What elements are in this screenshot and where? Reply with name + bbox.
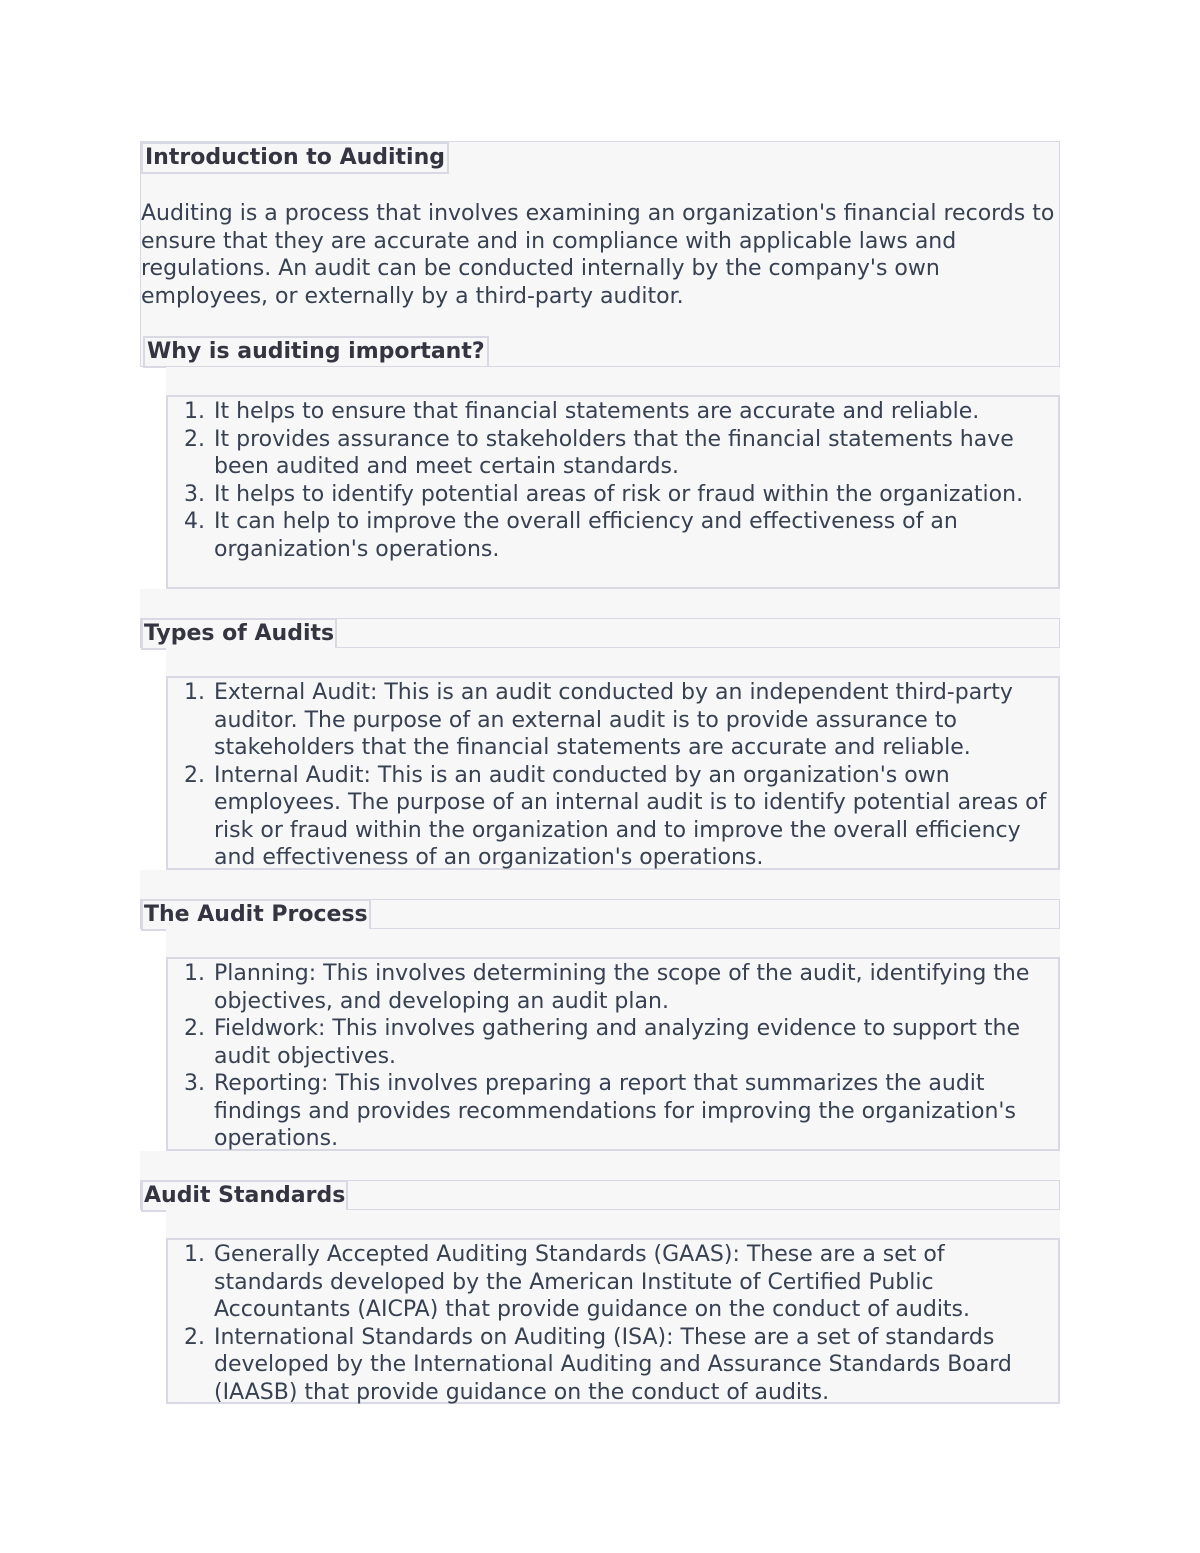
why-heading: Why is auditing important?	[143, 336, 489, 368]
types-list	[168, 679, 1058, 872]
document-page	[140, 141, 1060, 1405]
list-item: 1. External Audit: This is an audit conducted by an independent third-party auditor. The purpose of an external audit is to provide assurance to stakeholders that the financial statements are accurate and reliable.	[212, 679, 1058, 762]
standards-section-bar	[140, 1180, 1060, 1210]
intro-heading: Introduction to Auditing	[141, 142, 449, 174]
why-list-box	[166, 395, 1060, 589]
list-item: 1. It helps to ensure that financial statements are accurate and reliable.	[212, 398, 1058, 426]
process-section-bar	[140, 899, 1060, 929]
types-list-box	[166, 676, 1060, 870]
intro-paragraph: Auditing is a process that involves examining an organization's financial records to ensure that they are accurate and in compliance with applicable laws and regulations. An audit can be conducted internally by the company's own employees, or externally by a third-party auditor.	[141, 201, 1055, 309]
list-item: 3. Reporting: This involves preparing a report that summarizes the audit findings and provides recommendations for improving the organization's operations.	[212, 1070, 1058, 1153]
standards-heading: Audit Standards	[141, 1180, 348, 1212]
list-item: 3. It helps to identify potential areas of risk or fraud within the organization.	[212, 481, 1058, 509]
spacer	[166, 367, 1060, 395]
list-item: 4. It can help to improve the overall efficiency and effectiveness of an organization's operations.	[212, 508, 1058, 563]
process-list	[168, 960, 1058, 1153]
standards-list	[168, 1241, 1058, 1406]
spacer	[140, 1151, 1060, 1180]
spacer	[166, 929, 1060, 957]
spacer	[140, 589, 1060, 618]
list-item: 2. International Standards on Auditing (ISA): These are a set of standards developed by the International Auditing and Assurance Standards Board (IAASB) that provide guidance on the conduct of audits.	[212, 1324, 1058, 1407]
list-item: 2. Internal Audit: This is an audit conducted by an organization's own employees. The purpose of an internal audit is to identify potential areas of risk or fraud within the organization and to improve the overall efficiency and effectiveness of an organization's operations.	[212, 762, 1058, 872]
list-item: 1. Generally Accepted Auditing Standards (GAAS): These are a set of standards developed by the American Institute of Certified Public Accountants (AICPA) that provide guidance on the conduct of audits.	[212, 1241, 1058, 1324]
list-item: 1. Planning: This involves determining the scope of the audit, identifying the objectives, and developing an audit plan.	[212, 960, 1058, 1015]
spacer	[140, 870, 1060, 899]
list-item: 2. It provides assurance to stakeholders that the financial statements have been audited and meet certain standards.	[212, 426, 1058, 481]
types-heading: Types of Audits	[141, 618, 337, 650]
why-list	[168, 398, 1058, 563]
standards-list-box	[166, 1238, 1060, 1404]
spacer	[166, 1210, 1060, 1238]
process-heading: The Audit Process	[141, 899, 371, 931]
spacer	[166, 648, 1060, 676]
process-list-box	[166, 957, 1060, 1151]
list-item: 2. Fieldwork: This involves gathering and analyzing evidence to support the audit objectives.	[212, 1015, 1058, 1070]
intro-section	[140, 141, 1060, 367]
types-section-bar	[140, 618, 1060, 648]
